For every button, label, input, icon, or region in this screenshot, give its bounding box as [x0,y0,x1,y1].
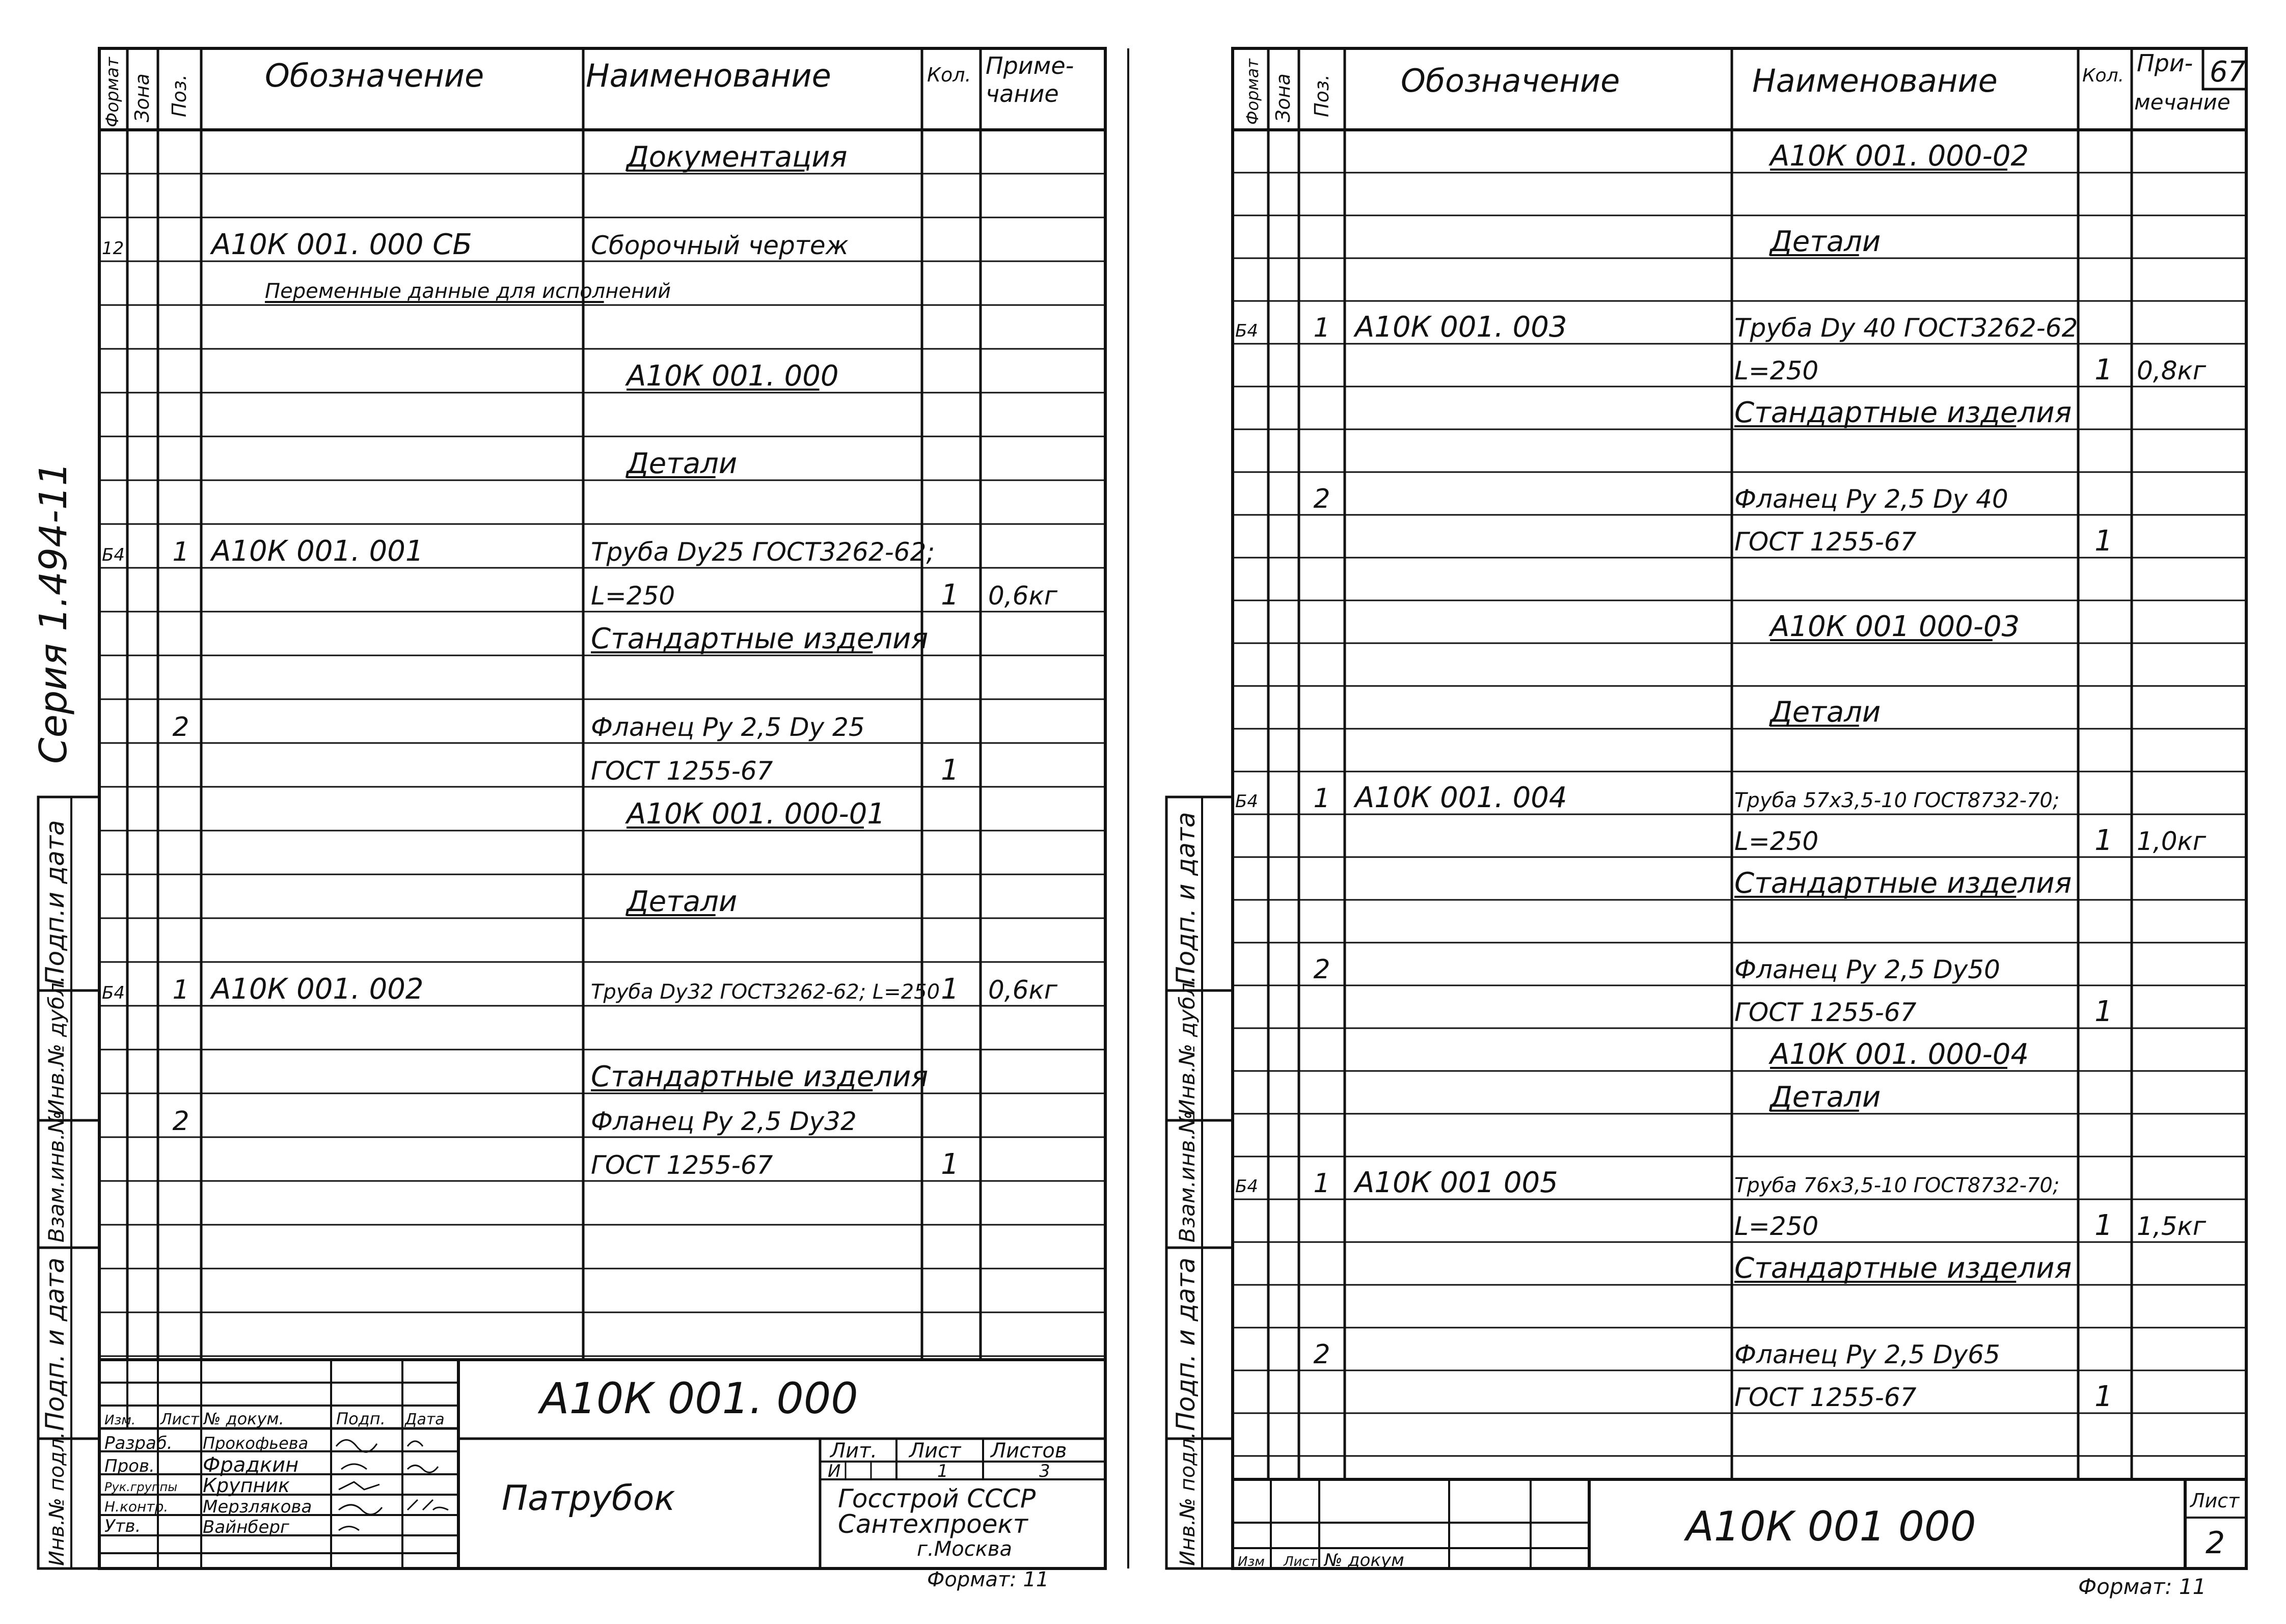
s1-header-zone: Зона [131,73,153,122]
row-name: Сборочный чертеж [591,231,849,260]
row-name: Детали [627,447,738,480]
row-name: А10К 001. 000-01 [627,797,885,831]
row-qty: 1 [2094,525,2113,558]
row-name: L=250 [1734,827,1819,856]
sheet-1 [32,48,1105,1591]
row-qty: 1 [941,754,959,787]
row-name: ГОСТ 1255-67 [1734,1383,1917,1412]
row-name: L=250 [591,581,675,611]
row-pos: 2 [1313,1339,1330,1370]
sheet1-title-block [99,1360,1105,1591]
row-name: Детали [1770,696,1881,729]
s1-tb-name: Патрубок [502,1478,675,1519]
s1-side-vzam-inv: Взам.инв.№ [44,1111,69,1243]
row-name: Труба Dу32 ГОСТ3262-62; L=250 [591,980,940,1004]
s1-tb-lit: Лит. [830,1439,878,1463]
row-name: ГОСТ 1255-67 [591,756,773,786]
s1-tb-org2: Сантехпроект [838,1509,1028,1539]
row-name: Детали [627,885,738,918]
row-pos: 2 [172,1106,189,1137]
s1-tb-doc: № докум. [204,1409,284,1428]
row-qty: 1 [941,579,959,612]
s1-header-note-1: Приме- [986,52,1074,79]
row-name: Фланец Ру 2,5 Dу65 [1734,1340,2000,1369]
s2-header-note-1: При- [2137,49,2193,77]
s2-header-designation: Обозначение [1401,62,1620,99]
row-name: Переменные данные для исполнений [265,280,671,303]
s2-header-name: Наименование [1752,62,1998,99]
row-pos: 2 [172,712,189,742]
s1-header-note-2: чание [986,80,1059,107]
s2-tb-doc: № докум [1324,1550,1404,1571]
row-designation: А10К 001. 003 [1355,311,1567,344]
row-note: 0,6кг [988,581,1057,611]
row-name: Стандартные изделия [1734,1252,2072,1285]
row-qty: 1 [2094,1209,2113,1242]
s1-header-name: Наименование [586,57,831,94]
s2-tb-sheet-num: 2 [2206,1525,2225,1561]
s1-header-format: Формат [102,57,123,127]
row-note: 1,5кг [2137,1212,2206,1241]
s2-tb-code: А10К 001 000 [1686,1503,1976,1550]
row-pos: 2 [1313,484,1330,514]
row-qty: 1 [941,973,959,1006]
row-pos: 2 [1313,954,1330,985]
row-pos: 1 [172,537,189,567]
s1-tb-person-4: Вайнберг [203,1517,289,1537]
row-name: Труба Dу 40 ГОСТ3262-62 [1734,313,2078,343]
s2-tb-format: Формат: 11 [2078,1574,2207,1599]
row-pos: 1 [1313,783,1330,814]
s1-side-inv-dubl: Инв.№ дубл. [44,975,69,1115]
s1-tb-role-2: Рук.группы [104,1480,178,1494]
sheet2-rows [1235,140,2207,1413]
s1-header-qty: Кол. [927,64,971,86]
row-name: Фланец Ру 2,5 Dу 25 [591,712,865,742]
s2-tb-list: Лист [1284,1554,1317,1570]
row-name: Стандартные изделия [1734,396,2072,429]
row-pos: 1 [1313,313,1330,343]
s2-header-format: Формат [1243,59,1262,125]
s2-page-num-top: 67 [2210,56,2246,89]
s2-side-vzam-inv: Взам.инв.№ [1175,1111,1200,1243]
s1-tb-role-4: Утв. [104,1516,141,1536]
s1-tb-lit-val: И [828,1461,841,1481]
s2-side-inv-dubl: Инв.№ дубл. [1175,975,1200,1115]
row-note: 0,8кг [2137,356,2206,386]
row-format: Б4 [1235,1176,1258,1197]
sheet1-rows [102,141,1058,1181]
row-name: ГОСТ 1255-67 [591,1150,773,1180]
row-format: 12 [102,238,124,259]
s1-tb-date: Дата [405,1411,445,1428]
row-name: А10К 001. 000 [627,360,839,393]
row-designation: А10К 001. 000 СБ [211,228,472,261]
s1-tb-sheets-val: 3 [1039,1461,1050,1481]
row-designation: А10К 001. 004 [1355,781,1567,814]
sheet-2 [1166,48,2246,1599]
row-name: А10К 001 000-03 [1770,610,2020,643]
row-note: 1,0кг [2137,827,2206,856]
s1-tb-sheet: Лист [909,1439,961,1463]
row-name: Детали [1770,1081,1881,1114]
s2-header-qty: Кол. [2082,65,2125,86]
row-name: Стандартные изделия [1734,867,2072,900]
s1-tb-sheet-val: 1 [937,1461,948,1481]
s1-tb-person-2: Крупник [203,1474,290,1497]
s1-tb-person-1: Фрадкин [203,1453,299,1477]
row-name: Фланец Ру 2,5 Dу 40 [1734,484,2008,514]
s1-header-pos: Поз. [168,74,190,117]
row-qty: 1 [2094,995,2113,1028]
s2-header-note-2: мечание [2134,90,2230,115]
row-name: Труба Dу25 ГОСТ3262-62; [591,537,935,567]
s1-side-inv-podl: Инв.№ подл. [45,1432,69,1566]
s1-series-label: Серия 1.494-11 [32,461,75,764]
s1-header-designation: Обозначение [265,57,484,94]
row-designation: А10К 001 005 [1355,1166,1558,1199]
s1-tb-list: Лист [160,1411,200,1428]
s2-tb-sheet-label: Лист [2190,1490,2240,1512]
sheet1-left-stamp [32,462,99,1568]
s1-tb-person-3: Мерзлякова [203,1497,312,1517]
s2-side-sign-date-1: Подп. и дата [1171,812,1201,985]
row-designation: А10К 001. 002 [211,973,424,1006]
sheet1-frame [99,48,1105,1568]
row-name: L=250 [1734,356,1819,386]
sheet2-title-block [1233,1479,2246,1599]
s1-tb-sheets: Листов [991,1439,1067,1463]
row-name: L=250 [1734,1212,1819,1241]
s2-side-inv-podl: Инв.№ подл. [1176,1432,1200,1566]
sheet2-left-stamp [1166,797,1233,1568]
s1-tb-org3: г.Москва [917,1537,1012,1561]
s1-tb-person-0: Прокофьева [203,1434,309,1453]
s2-tb-izm: Изм [1238,1554,1265,1570]
s1-side-sign-date-1: Подп.и дата [40,820,70,985]
s1-tb-izm: Изм. [104,1413,136,1428]
row-note: 0,6кг [988,975,1057,1005]
row-name: Фланец Ру 2,5 Dу32 [591,1107,857,1136]
row-name: А10К 001. 000-04 [1770,1038,2029,1071]
s1-tb-role-0: Разраб. [104,1433,173,1453]
s1-side-sign-date-2: Подп. и дата [40,1257,70,1431]
row-name: Документация [627,141,848,174]
row-name: Детали [1770,225,1881,258]
row-qty: 1 [941,1148,959,1181]
s2-header-pos: Поз. [1311,74,1333,117]
s1-tb-org: Госстрой СССР [838,1484,1036,1513]
s1-tb-format: Формат: 11 [927,1568,1049,1591]
s1-tb-role-3: Н.контр. [104,1498,169,1515]
row-pos: 1 [172,975,189,1005]
row-qty: 1 [2094,353,2113,387]
row-format: Б4 [1235,791,1258,812]
row-name: Стандартные изделия [591,1060,929,1093]
row-name: Стандартные изделия [591,622,929,655]
row-format: Б4 [1235,321,1258,341]
row-designation: А10К 001. 001 [211,535,424,568]
row-name: А10К 001. 000-02 [1770,140,2029,173]
s2-header-zone: Зона [1272,73,1294,122]
row-qty: 1 [2094,1380,2113,1413]
s2-side-sign-date-2: Подп. и дата [1171,1257,1201,1431]
row-name: ГОСТ 1255-67 [1734,998,1917,1027]
row-pos: 1 [1313,1168,1330,1199]
row-name: Фланец Ру 2,5 Dу50 [1734,955,2000,984]
row-qty: 1 [2094,824,2113,857]
s1-signature-marks [336,1440,448,1531]
row-format: Б4 [102,545,125,565]
s1-tb-role-1: Пров. [104,1456,155,1476]
row-format: Б4 [102,983,125,1003]
s1-tb-sign: Подп. [336,1409,386,1428]
row-name: Труба 57х3,5-10 ГОСТ8732-70; [1734,789,2060,812]
row-name: Труба 76х3,5-10 ГОСТ8732-70; [1734,1174,2060,1197]
s1-tb-code: А10К 001. 000 [540,1373,858,1423]
row-name: ГОСТ 1255-67 [1734,527,1917,557]
